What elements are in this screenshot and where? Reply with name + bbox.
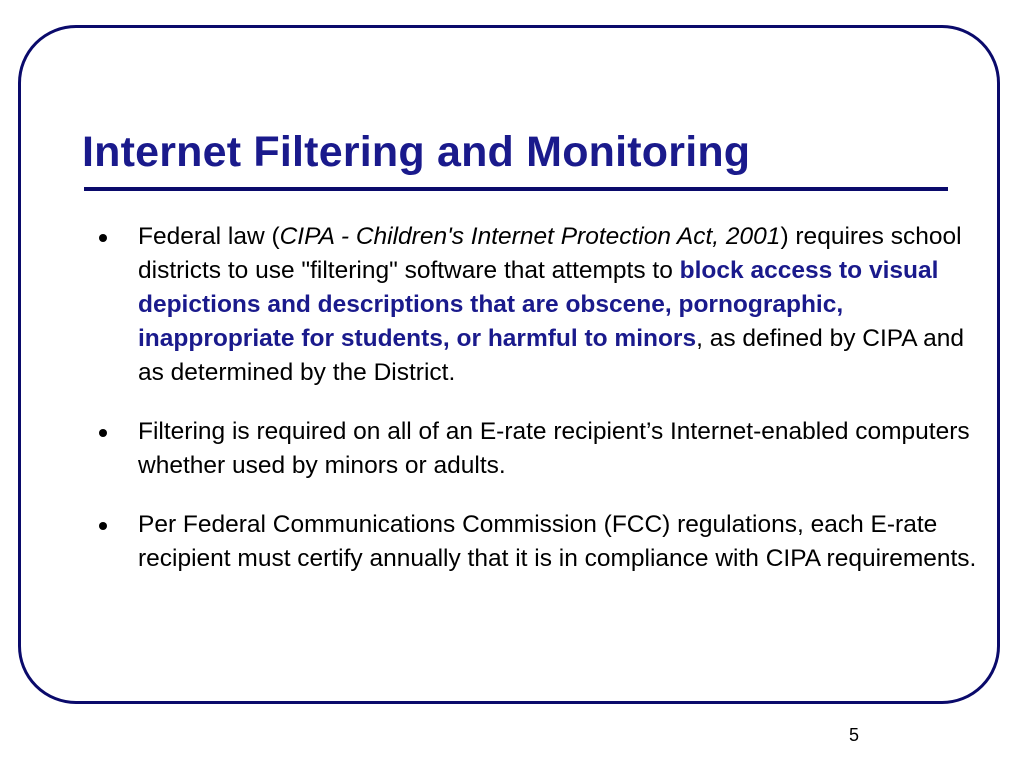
bullet-dot-icon xyxy=(99,429,107,437)
bullet-dot-icon xyxy=(99,522,107,530)
bullet-text-1b: CIPA - Children's Internet Protection Act, 2001 xyxy=(279,223,781,250)
bullet-item-fcc-regulations xyxy=(96,508,986,576)
bullet-list xyxy=(96,220,986,601)
bullet-text-2: Filtering is required on all of an E-rate recipient’s Internet-enabled computers whether used by minors or adults. xyxy=(138,418,970,479)
bullet-text-1d: block access to visual depictions and descriptions that are obscene, pornographic, inappropriate for students, or harmful to minors xyxy=(138,257,939,352)
slide-title: Internet Filtering and Monitoring xyxy=(82,128,751,176)
page-number: 5 xyxy=(849,725,860,745)
bullet-item-cipa-law xyxy=(96,220,986,390)
title-underline xyxy=(84,187,948,191)
bullet-text-3: Per Federal Communications Commission (FCC) regulations, each E-rate recipient must certify annually that it is in compliance with CIPA requirements. xyxy=(138,511,977,572)
bullet-text-1c: ) requires school districts to use "filtering" software that attempts to xyxy=(138,223,962,284)
bullet-item-filtering-required xyxy=(96,415,986,483)
bullet-text-1a: Federal law ( xyxy=(138,223,280,250)
bullet-text-1e: , as defined by CIPA and as determined by the District. xyxy=(138,325,964,386)
bullet-dot-icon xyxy=(99,234,107,242)
